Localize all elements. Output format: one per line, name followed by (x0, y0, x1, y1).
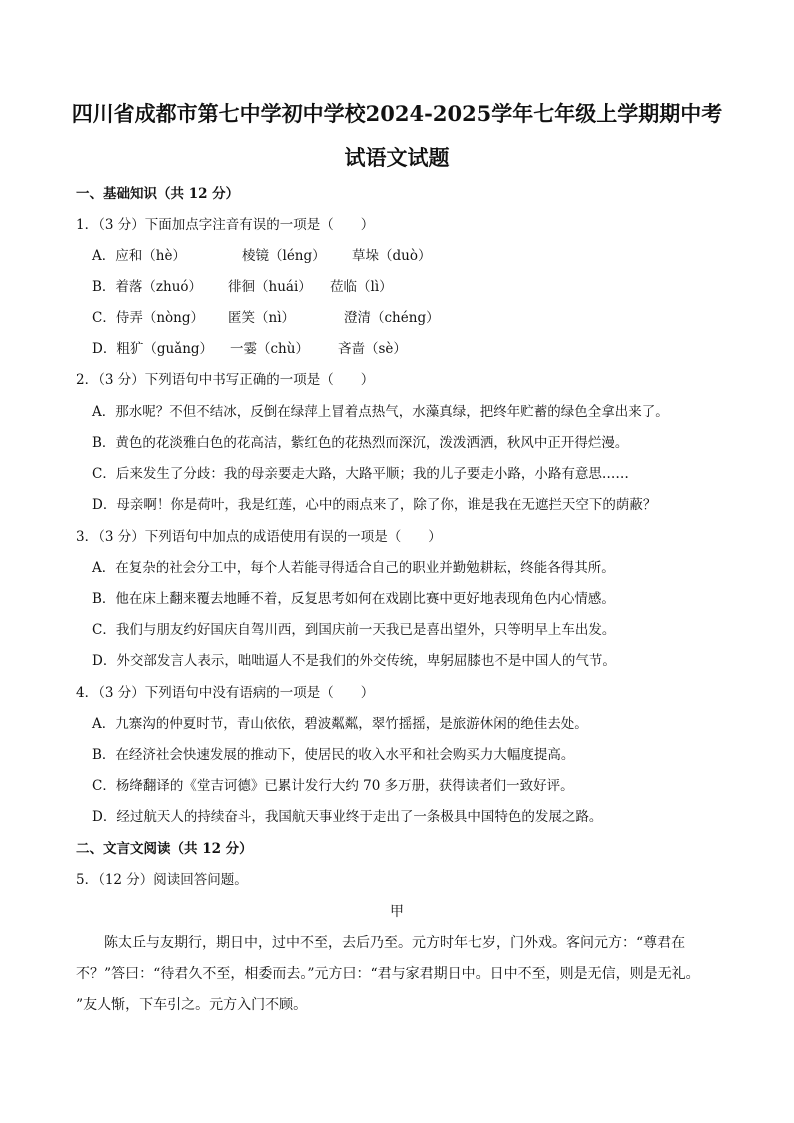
question-2-option-b: B．黄色的花淡雅白色的花高洁，紫红色的花热烈而深沉，泼泼洒洒，秋风中正开得烂漫。 (92, 435, 629, 451)
question-4-stem: 4．（3 分）下列语句中没有语病的一项是（ ） (76, 685, 375, 701)
question-4-option-c: C．杨绛翻译的《堂吉诃德》已累计发行大约 70 多万册，获得读者们一致好评。 (92, 778, 574, 794)
option-b-item-1: B．着落（zhuó） (92, 279, 203, 295)
question-2-option-d: D．母亲啊！你是荷叶，我是红莲，心中的雨点来了，除了你，谁是我在无遮拦天空下的荫蔽？ (92, 497, 657, 513)
option-d-item-2: 一霎（chù） (230, 341, 309, 357)
passage-line-2: 不？”答曰：“待君久不至，相委而去。”元方曰：“君与家君期日中。日中不至，则是无信，则是无礼。 (76, 966, 700, 982)
question-4-option-a: A．九寨沟的仲夏时节，青山依依，碧波粼粼，翠竹摇摇，是旅游休闲的绝佳去处。 (92, 716, 588, 732)
question-1-stem: 1．（3 分）下面加点字注音有误的一项是（ ） (76, 217, 375, 233)
question-3-option-d: D．外交部发言人表示，咄咄逼人不是我们的外交传统，卑躬屈膝也不是中国人的气节。 (92, 653, 616, 669)
option-a-item-2: 棱镜（léng） (242, 248, 326, 264)
section-heading-basic-knowledge: 一、基础知识（共 12 分） (76, 186, 240, 202)
question-3-stem: 3．（3 分）下列语句中加点的成语使用有误的一项是（ ） (76, 529, 442, 545)
passage-line-3: ”友人惭，下车引之。元方入门不顾。 (76, 997, 308, 1013)
option-d-item-3: 吝啬（sè） (338, 341, 407, 357)
question-2-option-c: C．后来发生了分歧：我的母亲要走大路，大路平顺；我的儿子要走小路，小路有意思…… (92, 466, 629, 482)
option-c-item-3: 澄清（chéng） (344, 310, 440, 326)
document-title-line-1: 四川省成都市第七中学初中学校2024-2025学年七年级上学期期中考 (71, 101, 723, 126)
option-a-item-1: A．应和（hè） (92, 248, 186, 264)
section-heading-classical-reading: 二、文言文阅读（共 12 分） (76, 841, 253, 857)
option-c-item-2: 匿笑（nì） (228, 310, 296, 326)
question-2-option-a: A．那水呢？不但不结冰，反倒在绿萍上冒着点热气，水藻真绿，把终年贮蓄的绿色全拿出来了。 (92, 404, 669, 420)
question-3-option-b: B．他在床上翻来覆去地睡不着，反复思考如何在戏剧比赛中更好地表现角色内心情感。 (92, 591, 615, 607)
question-3-option-c: C．我们与朋友约好国庆自驾川西，到国庆前一天我已是喜出望外，只等明早上车出发。 (92, 622, 616, 638)
question-4-option-b: B．在经济社会快速发展的推动下，使居民的收入水平和社会购买力大幅度提高。 (92, 747, 575, 763)
question-3-option-a: A．在复杂的社会分工中，每个人若能寻得适合自己的职业并勤勉耕耘，终能各得其所。 (92, 560, 615, 576)
document-title-line-2: 试语文试题 (344, 145, 450, 170)
option-b-item-2: 徘徊（huái） (228, 279, 312, 295)
question-2-stem: 2．（3 分）下列语句中书写正确的一项是（ ） (76, 372, 375, 388)
option-a-item-3: 草垛（duò） (352, 248, 432, 264)
option-d-item-1: D．粗犷（guǎng） (92, 341, 214, 357)
passage-subtitle: 甲 (390, 904, 404, 920)
passage-line-1: 陈太丘与友期行，期日中，过中不至，去后乃至。元方时年七岁，门外戏。客问元方：“尊君在 (104, 935, 686, 951)
option-c-item-1: C．侍弄（nòng） (92, 310, 204, 326)
option-b-item-3: 莅临（lì） (330, 279, 393, 295)
question-5-stem: 5．（12 分）阅读回答问题。 (76, 872, 248, 888)
question-4-option-d: D．经过航天人的持续奋斗，我国航天事业终于走出了一条极具中国特色的发展之路。 (92, 809, 603, 825)
